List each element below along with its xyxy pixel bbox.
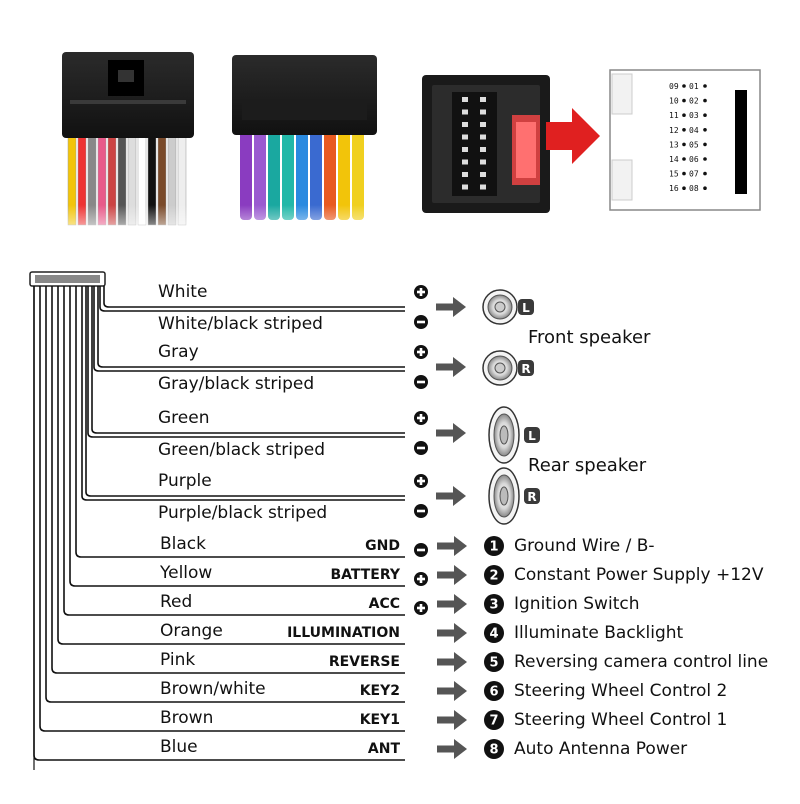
function-description: Auto Antenna Power bbox=[514, 739, 688, 759]
number-badge-icon bbox=[484, 652, 504, 672]
speaker-arrow bbox=[436, 486, 466, 506]
pin-label-right: 05 bbox=[689, 140, 699, 150]
function-description: Reversing camera control line bbox=[514, 652, 769, 672]
wire-label: Yellow bbox=[160, 563, 213, 583]
number-badge-text: 7 bbox=[489, 713, 499, 729]
function-arrow bbox=[437, 565, 467, 585]
number-badge-text: 6 bbox=[489, 684, 499, 700]
number-badge-icon bbox=[484, 594, 504, 614]
terminal-label: ANT bbox=[367, 741, 400, 757]
wire-label: Green/black striped bbox=[158, 440, 326, 460]
function-description: Illuminate Backlight bbox=[514, 623, 684, 643]
wire-label: Brown bbox=[160, 708, 214, 728]
wire-label: Red bbox=[160, 592, 193, 612]
function-arrow bbox=[437, 536, 467, 556]
function-arrow bbox=[437, 623, 467, 643]
function-arrow bbox=[437, 594, 467, 614]
pinout-map bbox=[610, 70, 760, 210]
pin-label-right: 02 bbox=[689, 96, 699, 106]
number-badge-text: 2 bbox=[489, 568, 499, 584]
wire-label: Gray bbox=[158, 342, 199, 362]
plus-sign-icon bbox=[414, 601, 428, 615]
pin-label-right: 04 bbox=[689, 125, 699, 135]
number-badge-icon bbox=[484, 710, 504, 730]
wire-label: Brown/white bbox=[160, 679, 266, 699]
terminal-label: KEY2 bbox=[359, 683, 400, 699]
pin-label-right: 08 bbox=[689, 184, 699, 194]
terminal-label: BATTERY bbox=[330, 567, 400, 583]
number-badge-text: 8 bbox=[489, 742, 499, 758]
wire-label: Blue bbox=[160, 737, 198, 757]
function-description: Ignition Switch bbox=[514, 594, 640, 614]
function-description: Steering Wheel Control 2 bbox=[514, 681, 728, 701]
pinout-pointer-arrow bbox=[546, 108, 600, 164]
right-channel-badge bbox=[518, 360, 534, 376]
svg-text:L: L bbox=[522, 301, 530, 315]
pin-label-right: 07 bbox=[689, 169, 699, 179]
left-channel-badge bbox=[524, 427, 540, 443]
number-badge-text: 3 bbox=[489, 597, 499, 613]
left-channel-badge bbox=[518, 299, 534, 315]
pin-label-left: 14 bbox=[669, 155, 679, 164]
number-badge-icon bbox=[484, 739, 504, 759]
number-badge-icon bbox=[484, 623, 504, 643]
function-description: Steering Wheel Control 1 bbox=[514, 710, 728, 730]
number-badge-text: 4 bbox=[489, 626, 499, 642]
function-description: Constant Power Supply +12V bbox=[514, 565, 764, 585]
wire-label: Purple bbox=[158, 471, 212, 491]
wire-label: Green bbox=[158, 408, 210, 428]
round-speaker-icon bbox=[483, 290, 517, 324]
terminal-label: ILLUMINATION bbox=[287, 625, 400, 641]
svg-text:R: R bbox=[527, 490, 537, 504]
plus-sign-icon bbox=[414, 572, 428, 586]
minus-sign-icon bbox=[414, 441, 428, 455]
function-arrow bbox=[437, 739, 467, 759]
radio-socket-photo bbox=[422, 75, 550, 213]
function-arrow bbox=[437, 710, 467, 730]
wire-label: Purple/black striped bbox=[158, 503, 328, 523]
svg-text:R: R bbox=[521, 362, 531, 376]
pin-label-left: 11 bbox=[669, 111, 679, 121]
pin-label-right: 01 bbox=[689, 82, 699, 91]
signal-arrows bbox=[436, 297, 467, 759]
number-badge-text: 1 bbox=[489, 539, 499, 555]
minus-sign-icon bbox=[414, 504, 428, 518]
front-speaker-label: Front speaker bbox=[528, 327, 651, 348]
oval-speaker-icon bbox=[489, 468, 519, 524]
pin-label-left: 10 bbox=[669, 96, 679, 106]
number-badge-icon bbox=[484, 536, 504, 556]
function-wire-line bbox=[58, 286, 405, 644]
speaker-icons bbox=[483, 290, 540, 524]
wire-label: Black bbox=[160, 534, 206, 554]
minus-sign-icon bbox=[414, 315, 428, 329]
speaker-arrow bbox=[436, 357, 466, 377]
wire-label: Gray/black striped bbox=[158, 374, 315, 394]
pin-label-left: 09 bbox=[669, 82, 679, 91]
rear-speaker-label: Rear speaker bbox=[528, 455, 647, 476]
number-badge-icon bbox=[484, 565, 504, 585]
function-description: Ground Wire / B- bbox=[514, 536, 655, 556]
wire-label: White/black striped bbox=[158, 314, 323, 334]
speaker-arrow bbox=[436, 297, 466, 317]
function-arrow bbox=[437, 681, 467, 701]
number-badge-icon bbox=[484, 681, 504, 701]
pin-label-right: 06 bbox=[689, 155, 699, 164]
speaker-arrow bbox=[436, 423, 466, 443]
oval-speaker-icon bbox=[489, 407, 519, 463]
harness-connector-head bbox=[30, 272, 105, 286]
minus-sign-icon bbox=[414, 543, 428, 557]
pin-label-right: 03 bbox=[689, 111, 699, 121]
minus-sign-icon bbox=[414, 375, 428, 389]
function-arrow bbox=[437, 652, 467, 672]
wire-label: Pink bbox=[160, 650, 196, 670]
plus-sign-icon bbox=[414, 474, 428, 488]
number-badges bbox=[484, 536, 504, 759]
plus-sign-icon bbox=[414, 285, 428, 299]
polarity-symbols bbox=[414, 285, 428, 615]
wire-label: Orange bbox=[160, 621, 223, 641]
terminal-label: ACC bbox=[368, 596, 400, 612]
pin-label-left: 13 bbox=[669, 140, 679, 150]
terminal-label: GND bbox=[365, 538, 400, 554]
speaker-wire-pair bbox=[88, 286, 405, 437]
pin-label-left: 12 bbox=[669, 125, 679, 135]
plus-sign-icon bbox=[414, 411, 428, 425]
terminal-label: KEY1 bbox=[359, 712, 400, 728]
terminal-label: REVERSE bbox=[328, 654, 400, 670]
plus-sign-icon bbox=[414, 345, 428, 359]
round-speaker-icon bbox=[483, 351, 517, 385]
right-channel-badge bbox=[524, 488, 540, 504]
speaker-wire-pair bbox=[100, 286, 405, 311]
svg-text:L: L bbox=[528, 429, 536, 443]
pin-label-left: 15 bbox=[669, 169, 679, 179]
number-badge-text: 5 bbox=[489, 655, 499, 671]
wire-label: White bbox=[158, 282, 208, 302]
pin-label-left: 16 bbox=[669, 184, 679, 194]
harness-plug-photo-left bbox=[62, 52, 194, 225]
harness-plug-photo-right bbox=[232, 55, 377, 220]
